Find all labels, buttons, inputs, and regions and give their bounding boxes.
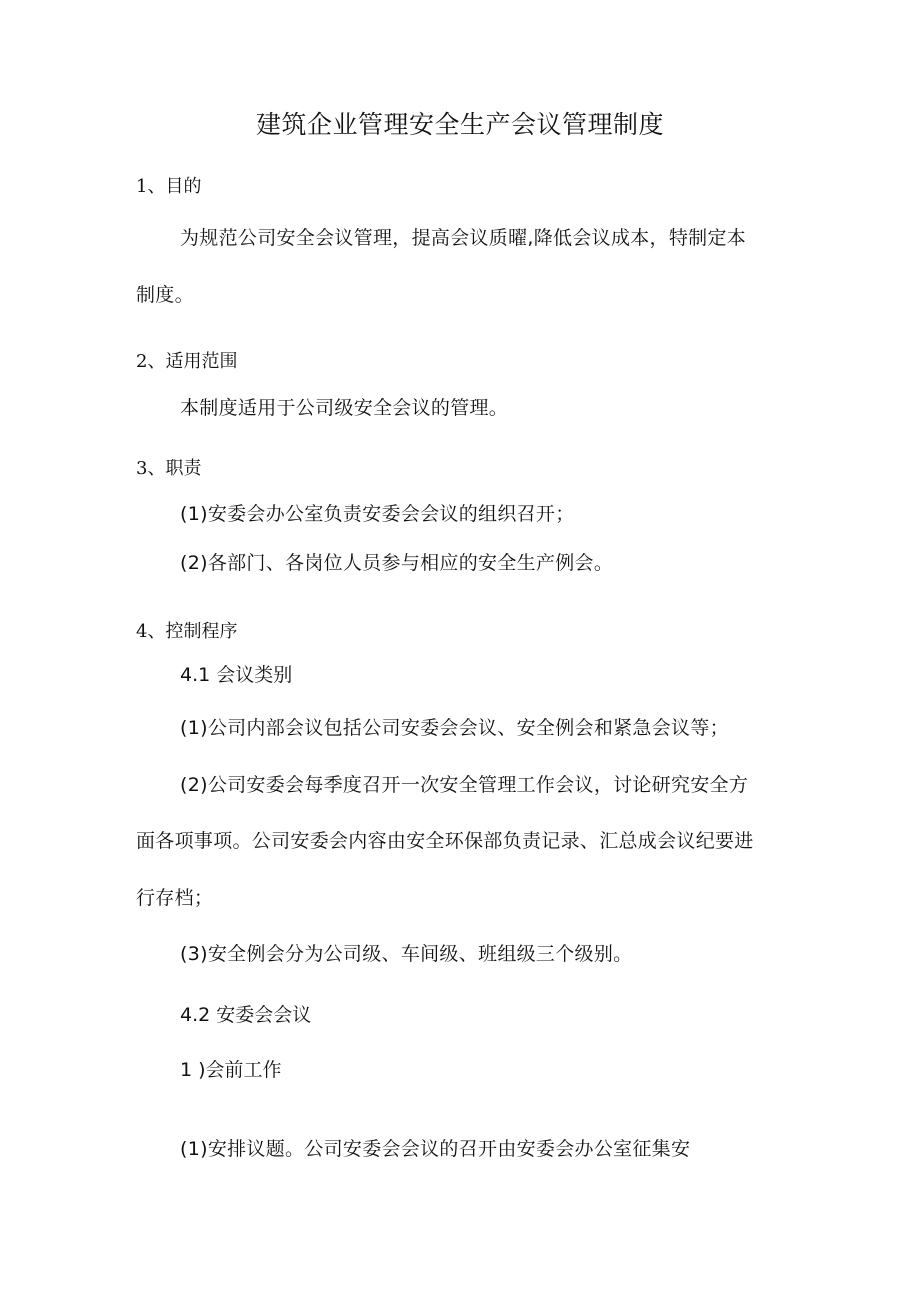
section-4-1-heading: 4.1 会议类别	[180, 664, 293, 686]
section-1-paragraph-line-1: 为规范公司安全会议管理，提高会议质曜,降低会议成本，特制定本	[180, 227, 747, 249]
section-2-paragraph: 本制度适用于公司级安全会议的管理。	[180, 397, 509, 419]
section-4-1-item-1: (1)公司内部会议包括公司安委会会议、安全例会和紧急会议等；	[180, 717, 729, 739]
section-4-2-subheading-1: 1 )会前工作	[180, 1059, 282, 1081]
section-4-1-item-2-line-3: 行存档；	[136, 887, 214, 909]
section-3-heading: 3、职责	[136, 458, 202, 479]
section-4-2-heading: 4.2 安委会会议	[180, 1004, 312, 1026]
section-4-2-item-1: (1)安排议题。公司安委会会议的召开由安委会办公室征集安	[180, 1138, 691, 1160]
section-2-heading: 2、适用范围	[136, 351, 238, 372]
document-title: 建筑企业管理安全生产会议管理制度	[255, 110, 664, 139]
section-1-paragraph-line-2: 制度。	[136, 284, 194, 306]
section-3-item-2: (2)各部门、各岗位人员参与相应的安全生产例会。	[180, 552, 614, 574]
section-3-item-1: (1)安委会办公室负责安委会会议的组织召开；	[180, 503, 575, 525]
section-4-heading: 4、控制程序	[136, 621, 238, 642]
section-4-1-item-3: (3)安全例会分为公司级、车间级、班组级三个级别。	[180, 943, 633, 965]
section-1-heading: 1、目的	[136, 176, 202, 197]
section-4-1-item-2-line-2: 面各项事项。公司安委会内容由安全环保部负责记录、汇总成会议纪要进	[136, 830, 754, 852]
section-4-1-item-2-line-1: (2)公司安委会每季度召开一次安全管理工作会议，讨论研究安全方	[180, 774, 749, 796]
